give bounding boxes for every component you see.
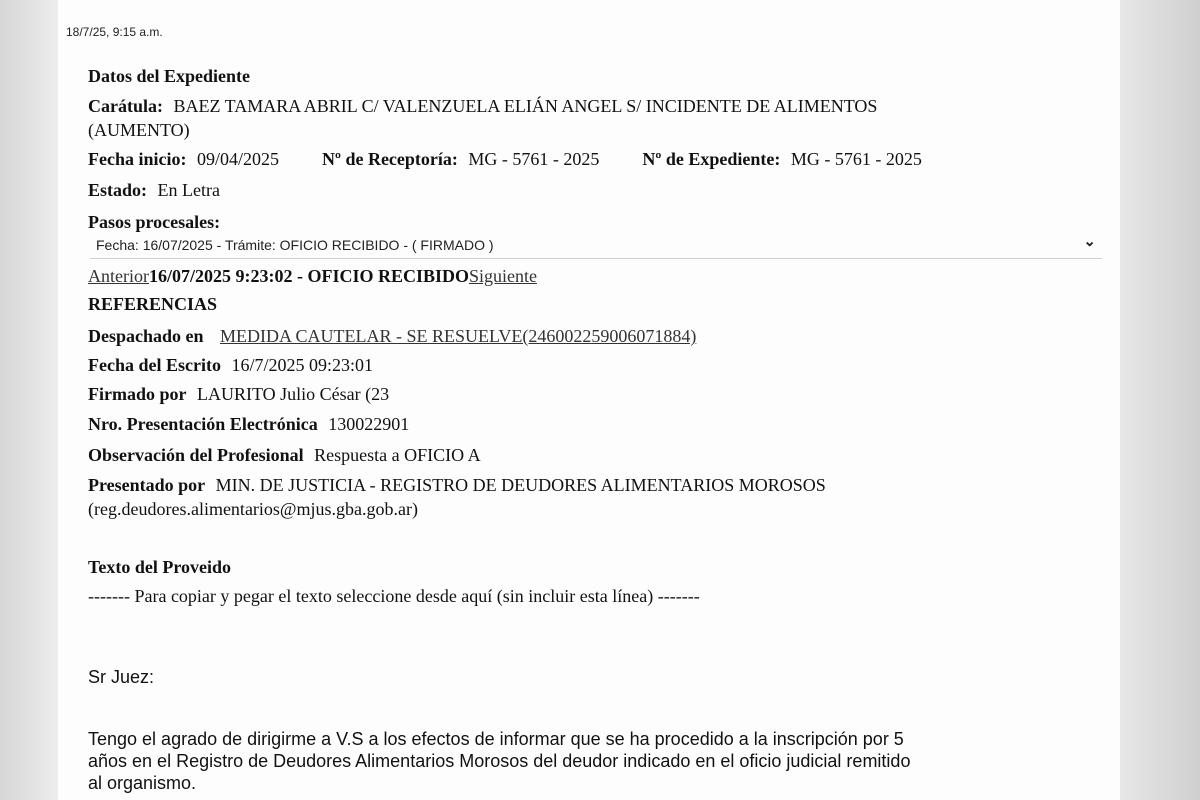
- firmado-label: Firmado por: [88, 384, 187, 404]
- fecha-escrito-label: Fecha del Escrito: [88, 355, 221, 375]
- salutation: Sr Juez:: [88, 667, 155, 687]
- section-heading-proveido: Texto del Proveido: [88, 557, 231, 577]
- copy-hint: ------- Para copiar y pegar el texto seleccione desde aquí (sin incluir esta línea) -------: [88, 586, 700, 606]
- chevron-down-icon[interactable]: ⌄: [1083, 233, 1096, 250]
- estado-value: En Letra: [157, 180, 220, 200]
- observacion-value: Respuesta a OFICIO A: [314, 445, 481, 465]
- body-line-3: al organismo.: [88, 773, 197, 793]
- fecha-escrito-value: 16/7/2025 09:23:01: [231, 355, 373, 375]
- pasos-procesales-label: Pasos procesales:: [88, 212, 221, 232]
- section-heading-expediente: Datos del Expediente: [88, 66, 250, 86]
- presentacion-value: 130022901: [328, 414, 410, 434]
- despachado-link[interactable]: MEDIDA CAUTELAR - SE RESUELVE(246002259006071884): [220, 326, 697, 346]
- caratula-row: [88, 96, 877, 117]
- step-navigation: [88, 266, 537, 287]
- fecha-escrito-row: [88, 355, 373, 376]
- fecha-inicio-value: 09/04/2025: [196, 149, 279, 169]
- section-heading-referencias: REFERENCIAS: [88, 294, 218, 314]
- presentado-email: (reg.deudores.alimentarios@mjus.gba.gob.ar): [88, 499, 418, 519]
- despachado-label: Despachado en: [88, 326, 204, 346]
- document-page: [58, 0, 1120, 800]
- presentado-label: Presentado por: [88, 475, 206, 495]
- pasos-procesales-select[interactable]: [90, 234, 1102, 259]
- current-step: 16/07/2025 9:23:02 - OFICIO RECIBIDO: [148, 266, 469, 286]
- previous-step-link[interactable]: Anterior: [88, 266, 149, 286]
- receptoria-label: Nº de Receptoría:: [322, 149, 458, 169]
- body-line-1: Tengo el agrado de dirigirme a V.S a los efectos de informar que se ha procedido a la inscripción por 5: [88, 729, 904, 749]
- caratula-value-continuation: (AUMENTO): [88, 120, 190, 140]
- fechas-row: [88, 149, 922, 170]
- fecha-inicio-label: Fecha inicio:: [88, 149, 187, 169]
- firmado-row: [88, 384, 389, 405]
- pasos-procesales-selected: Fecha: 16/07/2025 - Trámite: OFICIO RECIBIDO - ( FIRMADO ): [96, 237, 494, 253]
- expediente-label: Nº de Expediente:: [642, 149, 781, 169]
- presentado-row: [88, 475, 826, 496]
- caratula-label: Carátula:: [88, 96, 163, 116]
- observacion-label: Observación del Profesional: [88, 445, 304, 465]
- estado-row: [88, 180, 220, 201]
- observacion-row: [88, 445, 481, 466]
- print-timestamp: 18/7/25, 9:15 a.m.: [66, 25, 163, 39]
- next-step-link[interactable]: Siguiente: [469, 266, 537, 286]
- expediente-value: MG - 5761 - 2025: [790, 149, 922, 169]
- presentacion-label: Nro. Presentación Electrónica: [88, 414, 318, 434]
- body-line-2: años en el Registro de Deudores Alimentarios Morosos del deudor indicado en el oficio judicial remitido: [88, 751, 911, 771]
- presentado-value: MIN. DE JUSTICIA - REGISTRO DE DEUDORES ALIMENTARIOS MOROSOS: [215, 475, 826, 495]
- receptoria-value: MG - 5761 - 2025: [468, 149, 600, 169]
- despachado-row: [88, 326, 696, 347]
- caratula-value: BAEZ TAMARA ABRIL C/ VALENZUELA ELIÁN ANGEL S/ INCIDENTE DE ALIMENTOS: [173, 96, 878, 116]
- presentacion-row: [88, 414, 409, 435]
- firmado-value: LAURITO Julio César (23: [197, 384, 390, 404]
- estado-label: Estado:: [88, 180, 148, 200]
